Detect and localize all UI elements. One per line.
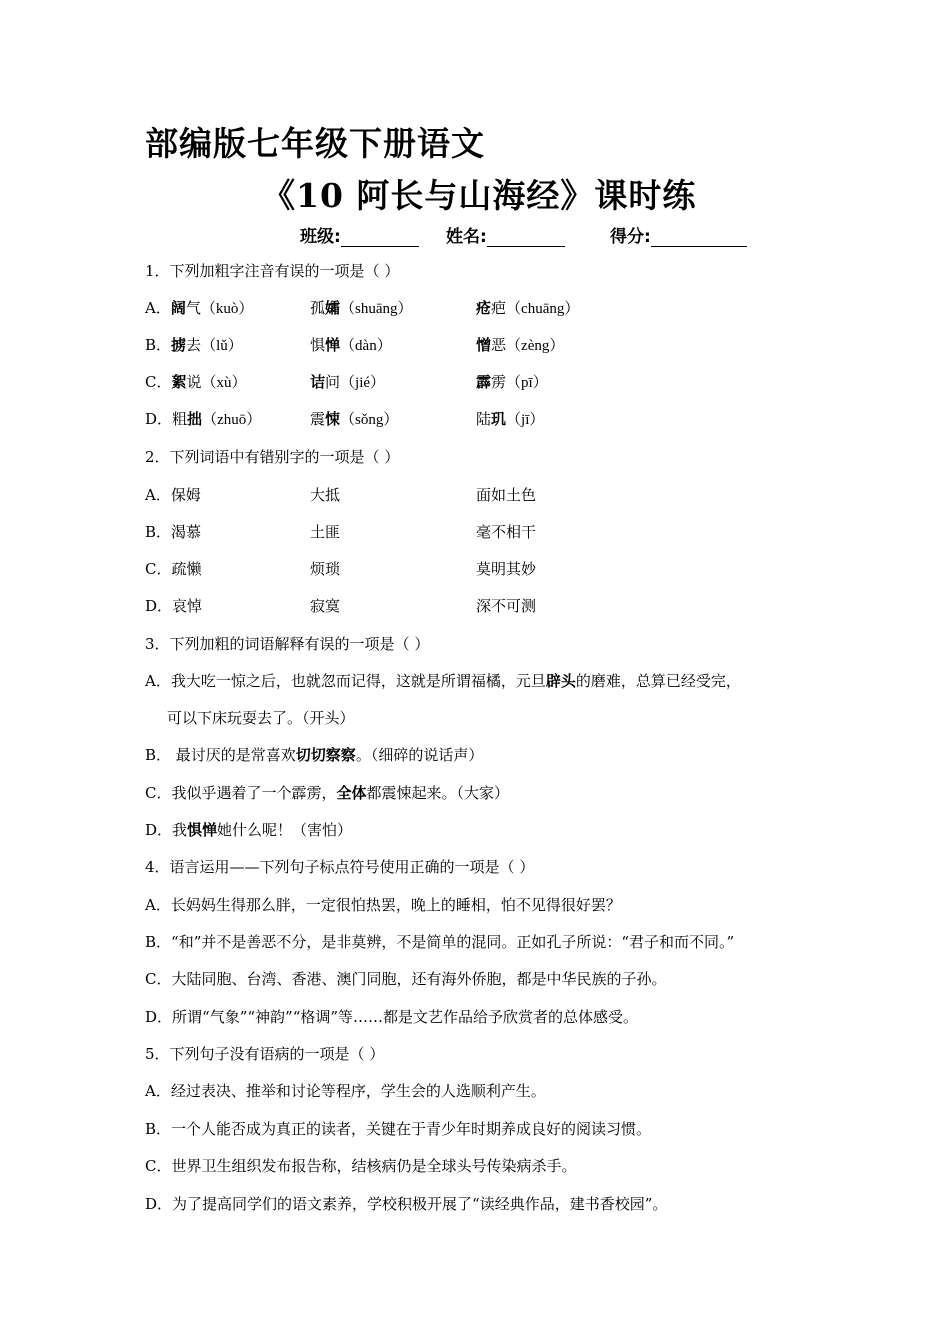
title-line-2: 《10 阿长与山海经》课时练 <box>262 176 697 215</box>
q5-option-d: D．为了提高同学们的语文素养，学校积极开展了“读经典作品，建书香校园”。 <box>145 1195 668 1213</box>
title-line-1: 部编版七年级下册语文 <box>145 124 485 163</box>
class-blank[interactable] <box>341 228 419 247</box>
q2-option-d-word-3: 深不可测 <box>476 597 537 615</box>
name-blank[interactable] <box>487 228 565 247</box>
q1-option-c-word-3: 霹雳（pī） <box>476 373 548 391</box>
q1-option-b-word-2: 惧惮（dàn） <box>310 336 392 354</box>
class-field <box>300 222 419 247</box>
q1-option-a-word-1: A．阔气（kuò） <box>145 299 254 317</box>
q1-option-b-word-3: 憎恶（zèng） <box>476 336 565 354</box>
q4-option-b: B．“和”并不是善恶不分，是非莫辨，不是简单的混同。正如孔子所说：“君子和而不同。” <box>145 933 735 951</box>
q2-option-c-word-3: 莫明其妙 <box>476 560 537 578</box>
q1-option-c-word-1: C．絮说（xù） <box>145 373 247 391</box>
q2-option-c-word-2: 烦琐 <box>310 560 341 578</box>
score-label: 得分: <box>610 227 651 247</box>
q2-option-a-word-2: 大抵 <box>310 486 341 504</box>
q2-option-b: B．渴慕 <box>145 523 202 541</box>
q2-stem: 2．下列词语中有错别字的一项是（ ） <box>145 448 400 466</box>
q5-option-a: A．经过表决、推举和讨论等程序，学生会的人选顺利产生。 <box>145 1082 546 1100</box>
q2-option-c: C．疏懒 <box>145 560 202 578</box>
class-label: 班级: <box>300 227 341 247</box>
score-blank[interactable] <box>651 228 747 247</box>
q4-stem: 4．语言运用——下列句子标点符号使用正确的一项是（ ） <box>145 858 535 876</box>
q5-option-c: C．世界卫生组织发布报告称，结核病仍是全球头号传染病杀手。 <box>145 1157 577 1175</box>
q5-stem: 5．下列句子没有语病的一项是（ ） <box>145 1045 385 1063</box>
q1-option-b-word-1: B．掳去（lǔ） <box>145 336 243 354</box>
q3-stem: 3．下列加粗的词语解释有误的一项是（ ） <box>145 635 430 653</box>
q2-option-d-word-2: 寂寞 <box>310 597 341 615</box>
q1-option-c-word-2: 诘问（jié） <box>310 373 386 391</box>
q3-option-a-continued: 可以下床玩耍去了。（开头） <box>167 709 355 727</box>
q3-option-a: A．我大吃一惊之后，也就忽而记得，这就是所谓福橘，元旦辟头的磨难，总算已经受完， <box>145 672 741 690</box>
q1-option-d-word-3: 陆玑（jī） <box>476 410 545 428</box>
q2-option-a-word-3: 面如土色 <box>476 486 537 504</box>
name-label: 姓名: <box>446 227 487 247</box>
q4-option-a: A．长妈妈生得那么胖，一定很怕热罢，晚上的睡相，怕不见得很好罢？ <box>145 896 621 914</box>
q1-option-d-word-2: 震悚（sǒng） <box>310 410 399 428</box>
q2-option-b-word-3: 毫不相干 <box>476 523 537 541</box>
name-field <box>446 222 565 247</box>
q2-option-b-word-2: 土匪 <box>310 523 341 541</box>
q4-option-c: C．大陆同胞、台湾、香港、澳门同胞，还有海外侨胞，都是中华民族的子孙。 <box>145 970 667 988</box>
q5-option-b: B．一个人能否成为真正的读者，关键在于青少年时期养成良好的阅读习惯。 <box>145 1120 652 1138</box>
q1-option-d-word-1: D．粗拙（zhuō） <box>145 410 262 428</box>
q1-option-a-word-2: 孤孀（shuāng） <box>310 299 413 317</box>
q1-option-a-word-3: 疮疤（chuāng） <box>476 299 580 317</box>
q2-option-d: D．哀悼 <box>145 597 203 615</box>
q4-option-d: D．所谓“气象”“神韵”“格调”等……都是文艺作品给予欣赏者的总体感受。 <box>145 1008 639 1026</box>
q2-option-a: A．保姆 <box>145 486 201 504</box>
q3-option-b: B． 最讨厌的是常喜欢切切察察。（细碎的说话声） <box>145 746 484 764</box>
q3-option-c: C．我似乎遇着了一个霹雳，全体都震悚起来。（大家） <box>145 784 510 802</box>
q3-option-d: D．我惧惮她什么呢！（害怕） <box>145 821 353 839</box>
score-field <box>610 222 747 247</box>
q1-stem: 1．下列加粗字注音有误的一项是（ ） <box>145 262 400 280</box>
